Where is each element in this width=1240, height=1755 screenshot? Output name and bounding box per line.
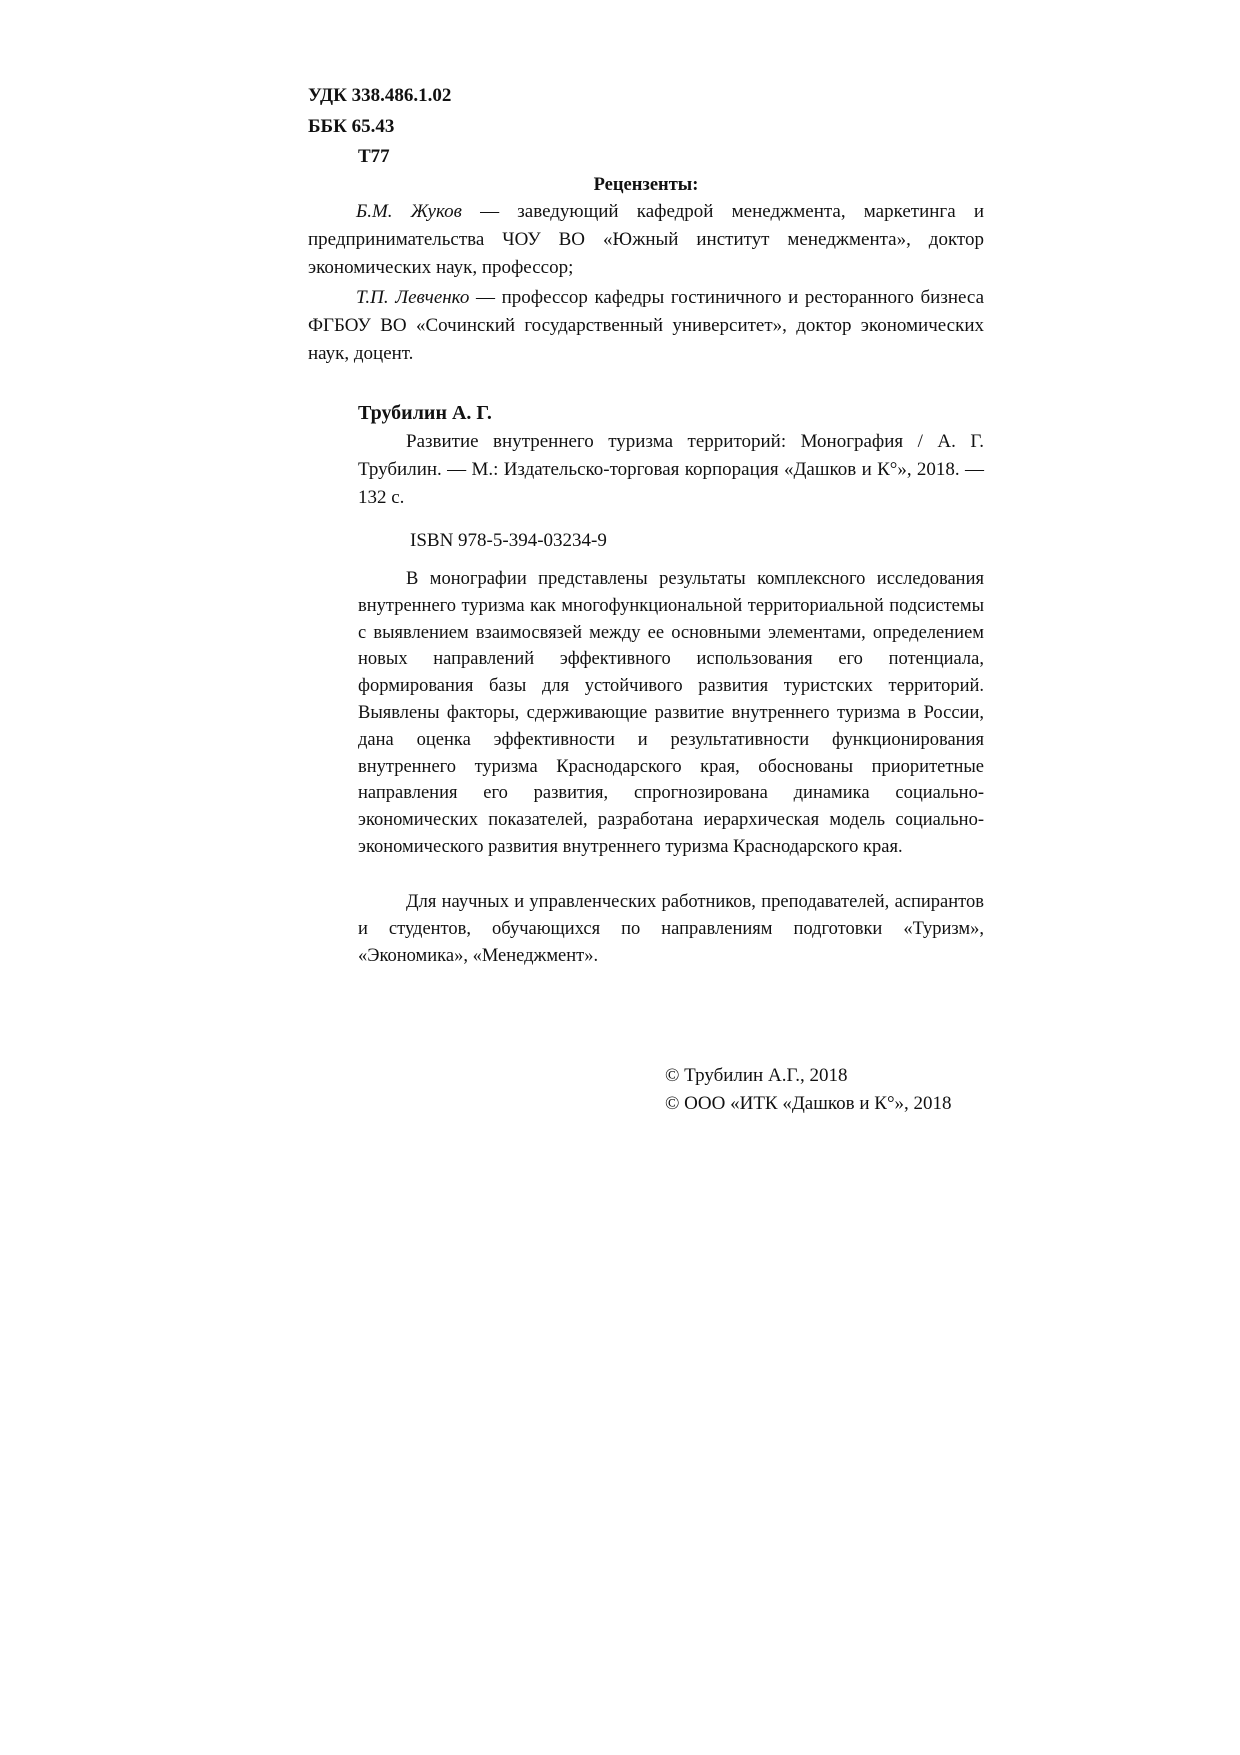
udk-code: УДК 338.486.1.02: [308, 85, 452, 106]
reviewer-2: [308, 284, 984, 368]
reviewer-2-name: Т.П. Левченко: [356, 287, 470, 308]
author-heading: Трубилин А. Г.: [358, 402, 492, 424]
copyright-author: © Трубилин А.Г., 2018: [665, 1065, 848, 1086]
reviewer-2-text: — профессор кафедры гостиничного и ресторанного бизнеса ФГБОУ ВО «Сочинский государственный университет», доктор экономических наук, доцент.: [308, 287, 984, 364]
copyright-publisher: © ООО «ИТК «Дашков и К°», 2018: [665, 1093, 952, 1114]
abstract-paragraph-2: [358, 889, 984, 969]
reviewer-1-text: — заведующий кафедрой менеджмента, маркетинга и предпринимательства ЧОУ ВО «Южный институт менеджмента», доктор экономических наук, профессор;: [308, 201, 984, 278]
isbn: ISBN 978-5-394-03234-9: [410, 530, 607, 551]
author-mark: Т77: [358, 146, 390, 167]
book-description: [358, 428, 984, 512]
book-description-text: Развитие внутреннего туризма территорий: Монография / А. Г. Трубилин. — М.: Издательско-торговая корпорация «Дашков и К°», 2018. — 132 с.: [358, 431, 984, 508]
abstract-text-1: В монографии представлены результаты комплексного исследования внутреннего туризма как многофункциональной территориальной подсистемы с выявлением взаимосвязей между ее основными элементами, определением новых направлений эффективного использования его потенциала, формирования базы для устойчивого развития туристских территорий. Выявлены факторы, сдерживающие развитие внутреннего туризма в России, дана оценка эффективности и результативности функционирования внутреннего туризма Краснодарского края, обоснованы приоритетные направления его развития, спрогнозирована динамика социально-экономических показателей, разработана иерархическая модель социально-экономического развития внутреннего туризма Краснодарского края.: [358, 569, 984, 857]
abstract-paragraph-1: [358, 566, 984, 861]
bbk-code: ББК 65.43: [308, 116, 395, 137]
reviewer-1-name: Б.М. Жуков: [356, 201, 462, 222]
reviewers-title: Рецензенты:: [593, 175, 699, 195]
abstract-text-2: Для научных и управленческих работников, преподавателей, аспирантов и студентов, обучающихся по направлениям подготовки «Туризм», «Экономика», «Менеджмент».: [358, 892, 984, 966]
reviewer-1: [308, 198, 984, 282]
